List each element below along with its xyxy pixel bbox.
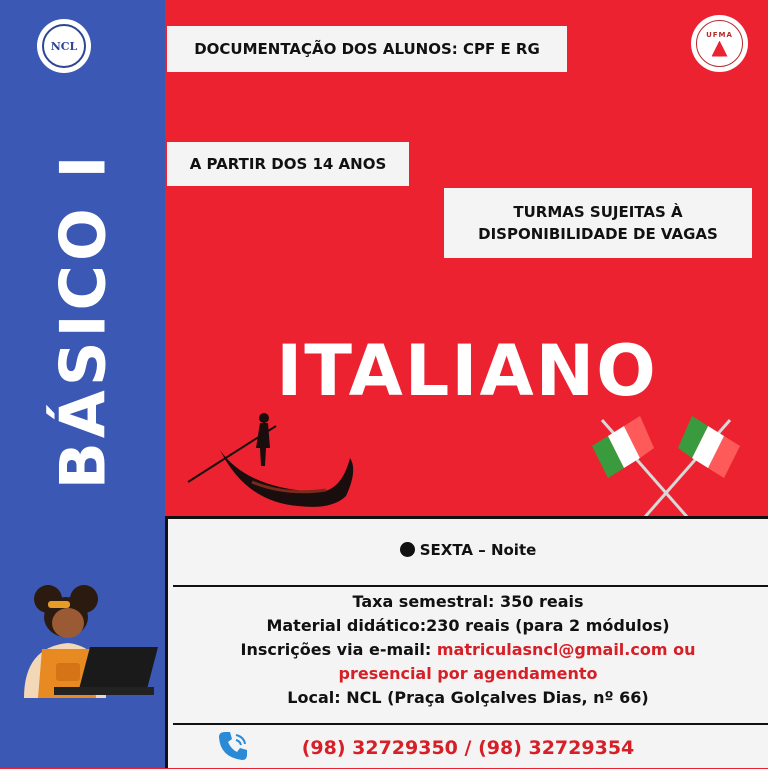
course-title: ITALIANO bbox=[276, 330, 658, 412]
info-divider bbox=[173, 723, 768, 725]
ufma-logo-inner bbox=[696, 20, 743, 67]
vacancies-line-2: DISPONIBILIDADE DE VAGAS bbox=[478, 225, 718, 243]
vacancies-line-1: TURMAS SUJEITAS À bbox=[513, 203, 683, 221]
gondola-icon bbox=[186, 410, 362, 514]
ufma-logo-text: UFMA bbox=[706, 30, 733, 39]
ncl-logo-text: NCL bbox=[50, 39, 78, 53]
level-title-text: BÁSICO I bbox=[46, 151, 120, 489]
material-text: Material didático:230 reais (para 2 módulos) bbox=[266, 616, 670, 635]
location-text: Local: NCL (Praça Golçalves Dias, nº 66) bbox=[287, 688, 649, 707]
bullet-icon bbox=[400, 542, 415, 557]
course-details bbox=[168, 590, 768, 710]
signup-in-person: presencial por agendamento bbox=[338, 664, 598, 683]
ufma-mark-icon bbox=[712, 41, 728, 57]
ufma-logo bbox=[691, 15, 748, 72]
ncl-logo-ring bbox=[42, 24, 86, 68]
signup-prefix: Inscrições via e-mail: bbox=[240, 640, 437, 659]
info-divider bbox=[173, 585, 768, 587]
student-laptop-illustration bbox=[14, 583, 164, 698]
schedule-text: SEXTA – Noite bbox=[419, 541, 537, 559]
phone-numbers: (98) 32729350 / (98) 32729354 bbox=[301, 737, 635, 759]
schedule-line bbox=[168, 541, 768, 559]
fee-text: Taxa semestral: 350 reais bbox=[352, 592, 584, 611]
age-notice: A PARTIR DOS 14 ANOS bbox=[167, 142, 409, 186]
info-panel bbox=[165, 516, 768, 768]
phone-row bbox=[168, 729, 768, 769]
vacancies-notice bbox=[444, 188, 752, 258]
level-title bbox=[0, 145, 165, 495]
crossed-italy-flags-icon bbox=[588, 410, 744, 520]
signup-email: matriculasncl@gmail.com ou bbox=[436, 640, 696, 659]
signup-line bbox=[168, 638, 768, 662]
documentation-notice: DOCUMENTAÇÃO DOS ALUNOS: CPF E RG bbox=[167, 26, 567, 72]
ncl-logo bbox=[37, 19, 91, 73]
